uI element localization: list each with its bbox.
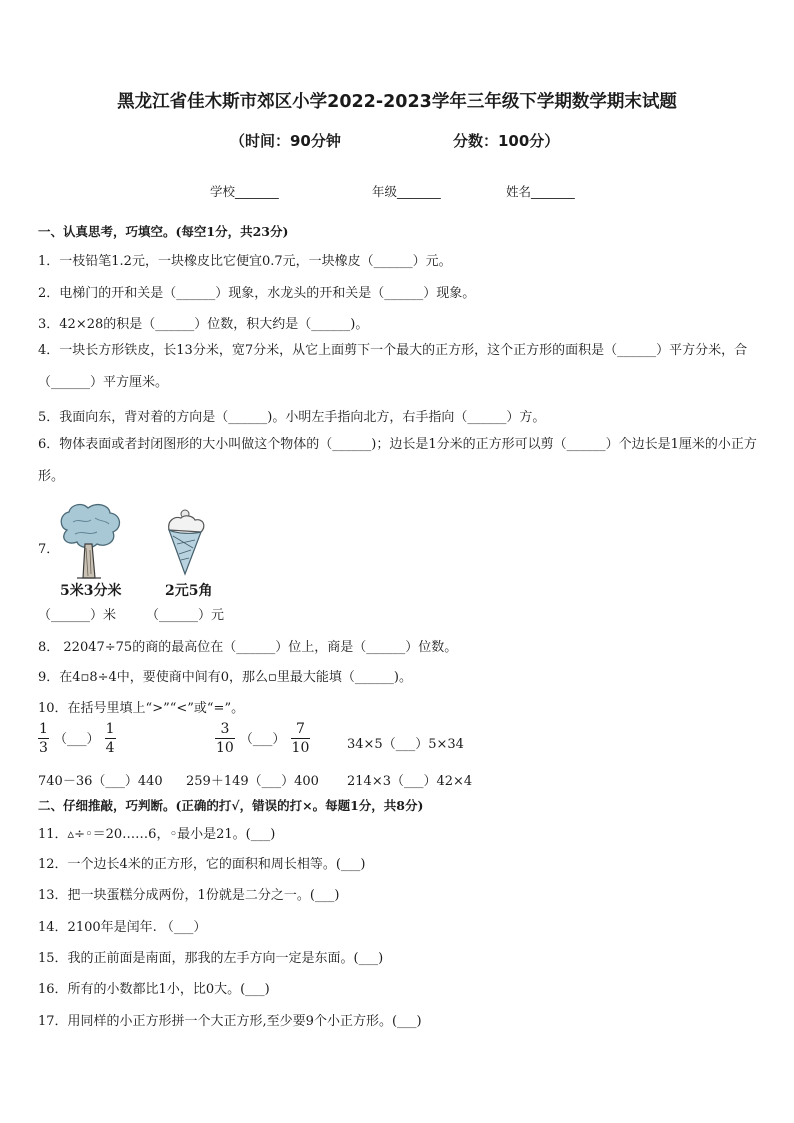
comparison-2: [215, 720, 310, 757]
question-4: 4．一块长方形铁皮，长13分米，宽7分米，从它上面剪下一个最大的正方形，这个正方形的面积是（______）平方分米，合（______）平方厘米。: [38, 343, 748, 390]
question-15: 15．我的正前面是南面，那我的左手方向一定是东面。(___): [38, 951, 384, 966]
fraction-one-third: $\frac{1}{3}$: [39, 721, 48, 756]
question-6: 6．物体表面或者封闭图形的大小叫做这个物体的（______)；边长是1分米的正方形可以剪（______）个边长是1厘米的小正方形。: [38, 437, 757, 484]
comparison-1-blank: （___）: [54, 732, 100, 747]
comparison-3: 34×5（___）5×34: [347, 737, 464, 752]
comparison-5: 259＋149（___）400: [186, 774, 319, 789]
comparison-2-blank: （___）: [239, 732, 286, 747]
section-1-heading: 一、认真思考，巧填空。(每空1分，共23分): [38, 224, 289, 239]
exam-title: 黑龙江省佳木斯市郊区小学2022-2023学年三年级下学期数学期末试题: [117, 92, 677, 112]
ice-cream-icon: [163, 508, 209, 576]
question-7-answer-meters: （______）米: [38, 608, 117, 623]
question-9: 9．在4▫8÷4中，要使商中间有0，那么▫里最大能填（______)。: [38, 670, 412, 685]
question-13: 13．把一块蛋糕分成两份，1份就是二分之一。(___): [38, 888, 340, 903]
question-1: 1．一枝铅笔1.2元，一块橡皮比它便宜0.7元，一块橡皮（______）元。: [38, 254, 452, 269]
ice-cream-price-label: 2元5角: [165, 583, 213, 599]
school-field: 学校_______: [210, 184, 279, 199]
question-3: 3．42×28的积是（______）位数，积大约是（______)。: [38, 317, 369, 332]
question-8: 8． 22047÷75的商的最高位在（______）位上，商是（______）位数。: [38, 640, 458, 655]
fraction-three-tenths: $\frac{3}{10}$: [216, 721, 234, 756]
comparison-4: 740－36（___）440: [38, 774, 163, 789]
fraction-seven-tenths: $\frac{7}{10}$: [291, 721, 310, 756]
question-12: 12．一个边长4米的正方形，它的面积和周长相等。(___): [38, 857, 366, 872]
section-2-heading: 二、仔细推敲，巧判断。(正确的打√，错误的打×。每题1分，共8分): [38, 798, 424, 813]
question-10-prompt: 10．在括号里填上“>”“<”或“=”。: [38, 701, 245, 716]
tree-height-label: 5米3分米: [60, 583, 122, 599]
name-field: 姓名_______: [506, 184, 575, 199]
question-5: 5．我面向东，背对着的方向是（______)。小明左手指向北方，右手指向（______）方。: [38, 410, 546, 425]
question-2: 2．电梯门的开和关是（______）现象，水龙头的开和关是（______）现象。: [38, 286, 476, 301]
question-7-number: 7．: [38, 542, 60, 557]
tree-icon: [55, 500, 125, 580]
exam-score: 分数：100分）: [453, 132, 560, 150]
question-14: 14．2100年是闰年. （___）: [38, 920, 207, 935]
question-17: 17．用同样的小正方形拼一个大正方形,至少要9个小正方形。(___): [38, 1014, 422, 1029]
comparison-6: 214×3（___）42×4: [347, 774, 473, 789]
question-16: 16．所有的小数都比1小，比0大。(___): [38, 982, 270, 997]
fraction-one-fourth: $\frac{1}{4}$: [105, 721, 115, 756]
question-11: 11．▵÷◦＝20……6，◦最小是21。(___): [38, 827, 276, 842]
exam-time: （时间：90分钟: [230, 132, 341, 150]
grade-field: 年级_______: [372, 184, 441, 199]
comparison-1: [38, 720, 116, 757]
question-7-answer-yuan: （______）元: [146, 608, 225, 623]
